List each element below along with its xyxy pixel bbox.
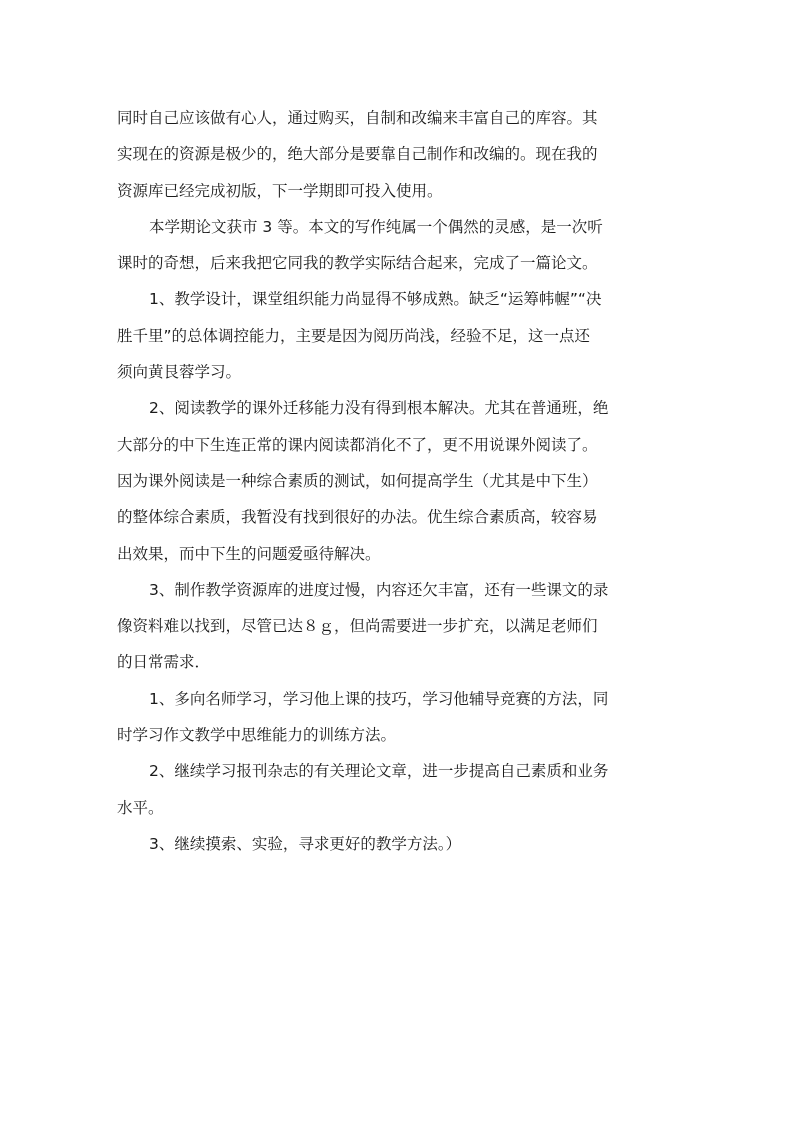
text-line: 实现在的资源是极少的，绝大部分是要靠自己制作和改编的。现在我的 bbox=[117, 145, 598, 164]
text-line: 的整体综合素质，我暂没有找到很好的办法。优生综合素质高，较容易 bbox=[117, 508, 598, 527]
paragraph bbox=[117, 681, 677, 754]
paragraph bbox=[117, 826, 677, 862]
text-line: 1、教学设计，课堂组织能力尚显得不够成熟。缺乏“运筹帏幄”“决 bbox=[149, 290, 602, 309]
paragraph bbox=[117, 281, 677, 390]
text-line: 须向黄艮蓉学习。 bbox=[117, 363, 242, 382]
paragraph bbox=[117, 753, 677, 826]
text-line: 同时自己应该做有心人，通过购买，自制和改编来丰富自己的库容。其 bbox=[117, 109, 598, 127]
paragraph bbox=[117, 572, 677, 681]
text-line: 1、多向名师学习，学习他上课的技巧，学习他辅导竞赛的方法，同 bbox=[149, 689, 609, 708]
paragraph bbox=[117, 390, 677, 571]
text-line: 水平。 bbox=[117, 798, 164, 817]
text-line: 像资料难以找到，尽管已达８ｇ，但尚需要进一步扩充，以满足老师们 bbox=[117, 617, 598, 636]
text-line: 2、阅读教学的课外迁移能力没有得到根本解决。尤其在普通班，绝 bbox=[149, 399, 609, 418]
text-line: 本学期论文获市 3 等。本文的写作纯属一个偶然的灵感，是一次听 bbox=[149, 217, 603, 236]
document-body bbox=[117, 100, 677, 862]
text-line: 胜千里”的总体调控能力，主要是因为阅历尚浅，经验不足，这一点还 bbox=[117, 326, 591, 345]
text-line: 时学习作文教学中思维能力的训练方法。 bbox=[117, 726, 397, 745]
text-line: 出效果，而中下生的问题爱亟待解决。 bbox=[117, 544, 381, 563]
paragraph bbox=[117, 209, 677, 282]
text-line: 大部分的中下生连正常的课内阅读都消化不了，更不用说课外阅读了。 bbox=[117, 435, 598, 454]
text-line: 3、继续摸索、实验，寻求更好的教学方法。） bbox=[149, 834, 462, 853]
text-line: 3、制作教学资源库的进度过慢，内容还欠丰富，还有一些课文的录 bbox=[149, 580, 609, 599]
text-line: 的日常需求． bbox=[117, 653, 211, 672]
paragraph bbox=[117, 100, 677, 209]
text-line: 因为课外阅读是一种综合素质的测试，如何提高学生（尤其是中下生） bbox=[117, 471, 598, 490]
text-line: 2、继续学习报刊杂志的有关理论文章，进一步提高自己素质和业务 bbox=[149, 762, 609, 781]
text-line: 资源库已经完成初版，下一学期即可投入使用。 bbox=[117, 181, 443, 200]
text-line: 课时的奇想，后来我把它同我的教学实际结合起来，完成了一篇论文。 bbox=[117, 254, 598, 273]
